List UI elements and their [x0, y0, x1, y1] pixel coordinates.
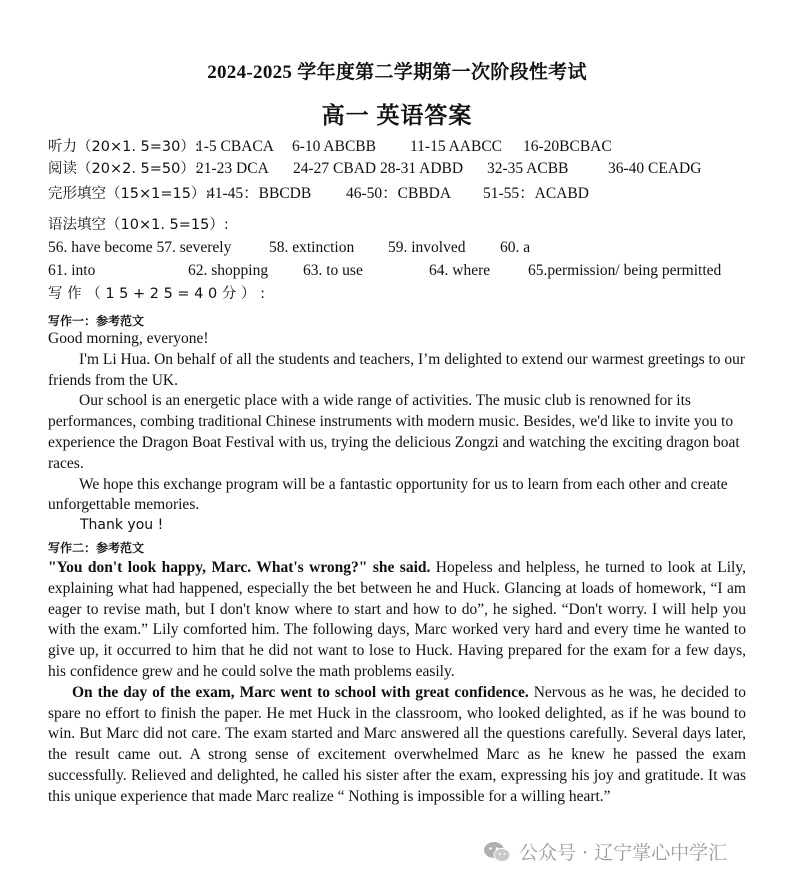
- watermark: [483, 838, 727, 865]
- grammar-answer: 63. to use: [303, 262, 363, 279]
- writing1-paragraph: I'm Li Hua. On behalf of all the students and teachers, I’m delighted to extend our warmest greetings to our friends from the UK.: [48, 350, 746, 389]
- cloze-answer: 41-45：BBCDB: [207, 185, 312, 202]
- grammar-answer: 59. involved: [388, 239, 466, 256]
- writing-label: 写 作 （ 1 5 + 2 5 = 4 0 分 ） :: [48, 286, 265, 302]
- writing2-paragraph: [48, 558, 746, 683]
- cloze-answer: 46-50：CBBDA: [346, 185, 452, 202]
- writing2-p2-body: Nervous as he was, he decided to spare no effort to finish the paper. He met Huck in the classroom, who looked delighted, as if he was bound to win. But Marc did not care. The exam started and Marc answered all the questions carefully. Several days later, the result came out. A strong sense of excitement overwhelmed Marc as he knew he passed the exam successfully. Relieved and delighted, he called his sister after the exam, expressing his joy and gratitude. It was this unique experience that made Marc realize “ Nothing is impossible for a willing heart.”: [48, 683, 747, 805]
- listening-answer: 1-5 CBACA: [196, 138, 274, 155]
- writing2-heading: 写作二：参考范文: [48, 541, 145, 555]
- grammar-answer: 58. extinction: [269, 239, 355, 256]
- grammar-answer: 60. a: [500, 239, 531, 256]
- writing1-paragraph: We hope this exchange program will be a fantastic opportunity for us to learn from each other and create unforgettable memories.: [48, 475, 728, 514]
- grammar-answer: 56. have become 57. severely: [48, 239, 232, 256]
- reading-answer: 32-35 ACBB: [487, 160, 569, 177]
- writing1-closing: Thank you !: [80, 517, 164, 533]
- listening-answer: 11-15 AABCC: [410, 138, 503, 155]
- answer-sheet-title: 高一 英语答案: [321, 103, 473, 128]
- reading-label: 阅读（20×2. 5=50）:: [48, 161, 200, 177]
- grammar-answer: 62. shopping: [188, 262, 269, 279]
- exam-title: 2024-2025 学年度第二学期第一次阶段性考试: [207, 62, 587, 83]
- writing1-essay: [48, 329, 746, 516]
- grammar-answer: 61. into: [48, 262, 96, 279]
- grammar-answer: 65.permission/ being permitted: [528, 262, 722, 279]
- writing2-p2-lead: On the day of the exam, Marc went to school with great confidence.: [72, 683, 529, 701]
- listening-label: 听力（20×1. 5=30）:: [48, 139, 200, 155]
- writing2-p1-body: Hopeless and helpless, he turned to look at Lily, explaining what had happened, especially the bet between he and Huck. Glancing at loads of homework, “I am eager to revise math, but I don't know where to start and how to do”, he sighed. “Don't worry. I will help you with the exam.” Lily comforted him. The following days, Marc worked very hard and every time he wanted to give up, it occurred to him that he did not want to lose to Huck. Having prepared for the exam for a few days, his confidence grew and he could solve the math problems easily.: [48, 559, 746, 680]
- cloze-label: 完形填空（15×1=15）:: [48, 186, 211, 202]
- writing1-greeting: Good morning, everyone!: [48, 330, 209, 347]
- writing1-heading: 写作一：参考范文: [48, 314, 145, 328]
- cloze-answer: 51-55：ACABD: [483, 185, 589, 202]
- writing2-paragraph: [48, 683, 746, 808]
- listening-answer: 16-20BCBAC: [523, 138, 612, 155]
- grammar-answer: 64. where: [429, 262, 491, 279]
- watermark-text: 公众号 · 辽宁掌心中学汇: [519, 842, 728, 864]
- reading-answer: 21-23 DCA: [196, 160, 269, 177]
- writing2-essay: [48, 558, 746, 808]
- wechat-icon: [483, 841, 511, 863]
- reading-answer: 36-40 CEADG: [608, 160, 702, 177]
- listening-answer: 6-10 ABCBB: [292, 138, 376, 155]
- writing2-p1-lead: "You don't look happy, Marc. What's wrong?" she said.: [48, 559, 431, 576]
- reading-answer: 24-27 CBAD 28-31 ADBD: [293, 160, 464, 177]
- writing1-paragraph: Our school is an energetic place with a wide range of activities. The music club is renowned for its performances, combing traditional Chinese instruments with modern music. Besides, we'd like to invite you to experience the Dragon Boat Festival with us, trying the delicious Zongzi and watching the exciting dragon boat races.: [48, 392, 740, 472]
- grammar-label: 语法填空（10×1. 5=15）:: [48, 217, 229, 233]
